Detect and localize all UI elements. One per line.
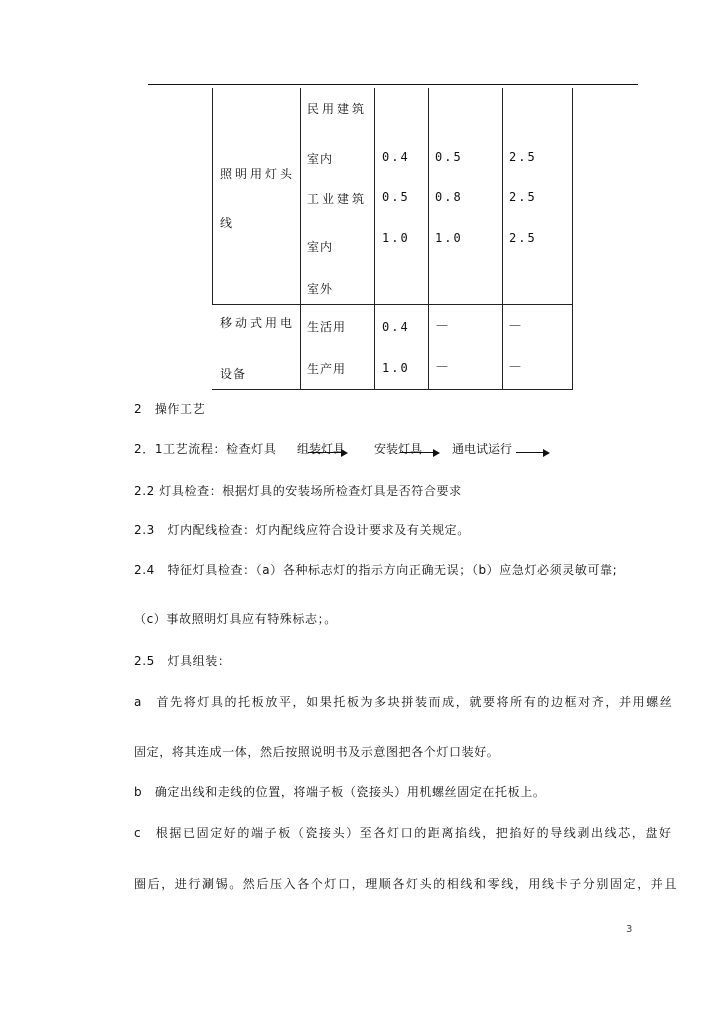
table-cell: — xyxy=(509,318,522,332)
mobile-group-label: 设备 xyxy=(220,367,247,381)
paragraph: 圈后，进行涮锡。然后压入各个灯口，理顺各灯头的相线和零线，用线卡子分别固定，并且 xyxy=(134,877,679,891)
paragraph: 2.5 灯具组装： xyxy=(134,654,231,668)
sub-label: 生活用 xyxy=(307,320,347,334)
table-cell: 2.5 xyxy=(509,190,537,204)
table-cell: 0.4 xyxy=(382,320,410,334)
lighting-group-label: 照明用灯头 xyxy=(220,167,296,181)
table-cell: 2.5 xyxy=(509,231,537,245)
table-line xyxy=(374,88,375,390)
paragraph: 固定，将其连成一体，然后按照说明书及示意图把各个灯口装好。 xyxy=(134,745,500,759)
table-cell: 0.5 xyxy=(435,150,463,164)
table-cell: 0.4 xyxy=(382,150,410,164)
paragraph: 2.2 灯具检查：根据灯具的安装场所检查灯具是否符合要求 xyxy=(134,484,462,498)
paragraph: a 首先将灯具的托板放平，如果托板为多块拼装而成，就要将所有的边框对齐，并用螺丝 xyxy=(134,695,674,709)
flow-step: 组装灯具 xyxy=(297,442,346,456)
table-cell: — xyxy=(436,318,449,332)
header-rule xyxy=(148,84,638,85)
table-cell: — xyxy=(436,359,449,373)
table-line xyxy=(212,88,213,304)
flow-arrow-icon xyxy=(308,452,346,453)
flow-arrow-icon xyxy=(516,452,548,453)
lighting-group-label: 线 xyxy=(220,216,234,230)
table-cell: 1.0 xyxy=(382,361,410,375)
flow-arrow-icon xyxy=(400,452,438,453)
sub-label: 民用建筑 xyxy=(307,102,368,116)
table-cell: 0.8 xyxy=(435,190,463,204)
table-line xyxy=(572,88,573,390)
paragraph: 2．1工艺流程：检查灯具 xyxy=(134,442,277,456)
flow-step: 安装灯具 xyxy=(374,442,423,456)
table-cell: 0.5 xyxy=(382,190,410,204)
table-line xyxy=(428,88,429,390)
section-heading: 2 操作工艺 xyxy=(134,402,206,416)
page-number: 3 xyxy=(626,924,633,935)
sub-label: 室内 xyxy=(307,240,334,254)
sub-label: 工业建筑 xyxy=(307,192,368,206)
table-line xyxy=(502,88,503,390)
table-line xyxy=(212,389,573,390)
table-cell: 1.0 xyxy=(382,231,410,245)
paragraph: 2.3 灯内配线检查：灯内配线应符合设计要求及有关规定。 xyxy=(134,523,470,537)
paragraph: c 根据已固定好的端子板（瓷接头）至各灯口的距离掐线，把掐好的导线剥出线芯，盘好 xyxy=(134,826,673,840)
table-cell: 1.0 xyxy=(435,231,463,245)
table-line xyxy=(300,88,301,390)
mobile-group-label: 移动式用电 xyxy=(220,316,296,330)
flow-step: 通电试运行 xyxy=(452,442,513,456)
sub-label: 室内 xyxy=(307,152,334,166)
sub-label: 生产用 xyxy=(307,362,347,376)
paragraph: （c）事故照明灯具应有特殊标志；。 xyxy=(134,612,337,626)
table-line xyxy=(212,304,573,305)
sub-label: 室外 xyxy=(307,282,334,296)
paragraph: 2.4 特征灯具检查：（a）各种标志灯的指示方向正确无误；（b）应急灯必须灵敏可靠; xyxy=(134,563,618,577)
paragraph: b 确定出线和走线的位置，将端子板（瓷接头）用机螺丝固定在托板上。 xyxy=(134,785,546,799)
table-cell: 2.5 xyxy=(509,150,537,164)
table-cell: — xyxy=(509,359,522,373)
